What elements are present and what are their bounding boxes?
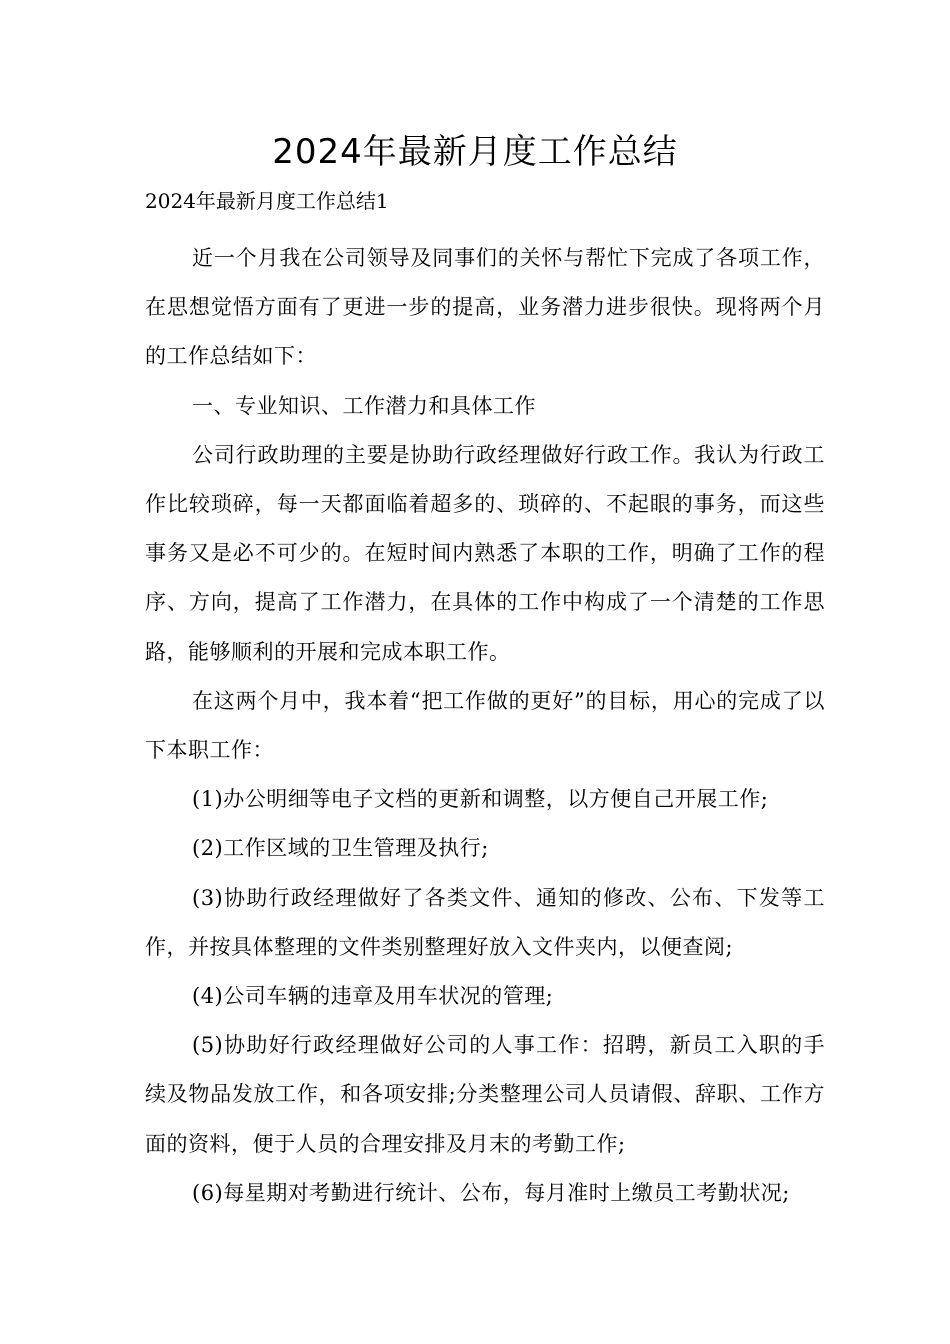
paragraph-intro: 近一个月我在公司领导及同事们的关怀与帮忙下完成了各项工作，在思想觉悟方面有了更进一步的提高，业务潜力进步很快。现将两个月的工作总结如下：	[145, 246, 825, 369]
list-item-3: (3)协助行政经理做好了各类文件、通知的修改、公布、下发等工作，并按具体整理的文件类别整理好放入文件夹内，以便查阅;	[145, 885, 825, 959]
list-item-2: (2)工作区域的卫生管理及执行;	[192, 836, 489, 861]
document-title: 2024年最新月度工作总结	[272, 132, 678, 172]
document-subtitle: 2024年最新月度工作总结1	[145, 189, 389, 213]
paragraph-role: 公司行政助理的主要是协助行政经理做好行政工作。我认为行政工作比较琐碎，每一天都面临着超多的、琐碎的、不起眼的事务，而这些事务又是必不可少的。在短时间内熟悉了本职的工作，明确了工作的程序、方向，提高了工作潜力，在具体的工作中构成了一个清楚的工作思路，能够顺利的开展和完成本职工作。	[145, 442, 825, 664]
list-item-1: (1)办公明细等电子文档的更新和调整，以方便自己开展工作;	[192, 787, 769, 812]
paragraph-goals: 在这两个月中，我本着“把工作做的更好”的目标，用心的完成了以下本职工作：	[145, 688, 825, 763]
list-item-6: (6)每星期对考勤进行统计、公布，每月准时上缴员工考勤状况;	[192, 1180, 790, 1205]
list-item-5: (5)协助好行政经理做好公司的人事工作：招聘，新员工入职的手续及物品发放工作，和各项安排;分类整理公司人员请假、辞职、工作方面的资料，便于人员的合理安排及月末的考勤工作;	[145, 1033, 825, 1156]
list-item-4: (4)公司车辆的违章及用车状况的管理;	[192, 984, 554, 1009]
document-body	[145, 234, 825, 1218]
section-heading: 一、专业知识、工作潜力和具体工作	[192, 393, 536, 418]
